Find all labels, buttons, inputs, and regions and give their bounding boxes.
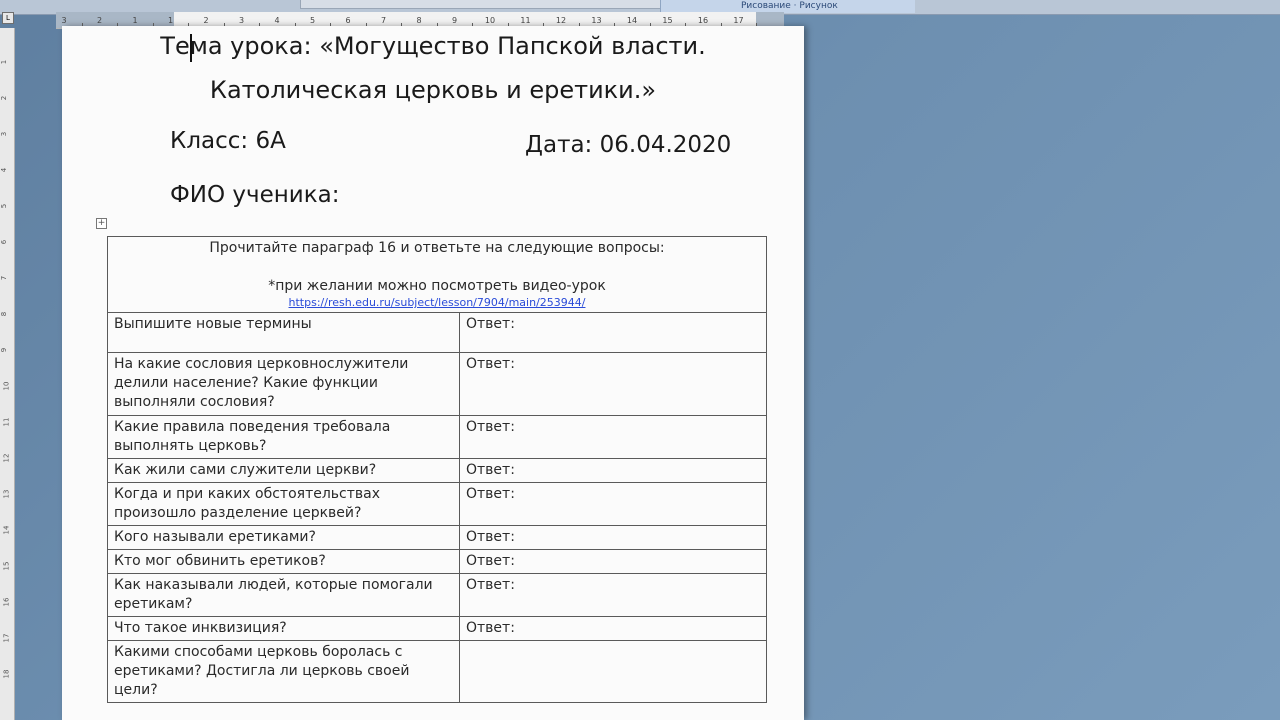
vertical-ruler-number: 18 xyxy=(2,669,11,679)
ruler-number: 15 xyxy=(662,16,673,25)
vertical-ruler-number: 13 xyxy=(2,489,11,499)
table-header-row xyxy=(108,237,767,313)
question-row xyxy=(108,483,767,526)
window-tab[interactable] xyxy=(300,0,662,9)
lesson-title-line-2: Католическая церковь и еретики.» xyxy=(209,76,657,104)
ruler-number: 2 xyxy=(203,16,209,25)
question-cell: Кто мог обвинить еретиков? xyxy=(108,550,460,574)
answer-cell[interactable]: Ответ: xyxy=(460,313,767,353)
ruler-number: 13 xyxy=(591,16,602,25)
question-cell: Кого называли еретиками? xyxy=(108,526,460,550)
vertical-ruler-number: 17 xyxy=(2,633,11,643)
vertical-ruler-number: 16 xyxy=(2,597,11,607)
ruler-number: 4 xyxy=(274,16,280,25)
answer-cell[interactable]: Ответ: xyxy=(460,574,767,617)
document-page[interactable] xyxy=(62,26,804,720)
ruler-number: 16 xyxy=(697,16,709,25)
vertical-ruler-number: 1 xyxy=(0,59,9,65)
ruler-number: 1 xyxy=(132,16,138,25)
vertical-ruler-number: 4 xyxy=(0,167,9,173)
question-cell: На какие сословия церковнослужители делили население? Какие функции выполняли сословия? xyxy=(108,353,460,416)
question-row xyxy=(108,574,767,617)
vertical-ruler-number: 12 xyxy=(2,453,11,463)
pupil-name-label: ФИО ученика: xyxy=(170,182,340,208)
vertical-ruler-number: 2 xyxy=(0,95,9,101)
ruler-number: 12 xyxy=(555,16,567,25)
drawing-tools-tab[interactable]: Рисование · Рисунок xyxy=(660,0,915,13)
ruler-number: 6 xyxy=(345,16,351,25)
vertical-ruler-number: 11 xyxy=(2,417,11,427)
vertical-ruler[interactable] xyxy=(0,28,15,720)
vertical-ruler-number: 5 xyxy=(0,203,9,209)
ruler-number: 5 xyxy=(309,16,316,25)
question-row xyxy=(108,416,767,459)
questions-table xyxy=(107,236,767,703)
answer-cell[interactable]: Ответ: xyxy=(460,459,767,483)
ruler-number: 11 xyxy=(520,16,531,25)
ruler-number: 3 xyxy=(238,16,245,25)
ruler-number: 14 xyxy=(626,16,638,25)
answer-cell[interactable]: Ответ: xyxy=(460,526,767,550)
question-row xyxy=(108,550,767,574)
lesson-title-line-1: Тема урока: «Могущество Папской власти. xyxy=(160,32,706,60)
ruler-number: 1 xyxy=(167,16,174,25)
vertical-ruler-number: 8 xyxy=(0,311,9,317)
question-row xyxy=(108,313,767,353)
ruler-number: 3 xyxy=(61,16,67,25)
video-lesson-link[interactable]: https://resh.edu.ru/subject/lesson/7904/main/253944/ xyxy=(288,296,586,309)
vertical-ruler-number: 6 xyxy=(0,239,9,245)
question-row xyxy=(108,459,767,483)
vertical-ruler-number: 7 xyxy=(0,275,9,281)
answer-cell[interactable]: Ответ: xyxy=(460,416,767,459)
question-cell: Как наказывали людей, которые помогали еретикам? xyxy=(108,574,460,617)
vertical-ruler-number: 3 xyxy=(0,131,9,137)
vertical-ruler-number: 15 xyxy=(2,561,11,571)
answer-cell[interactable]: Ответ: xyxy=(460,550,767,574)
question-cell: Что такое инквизиция? xyxy=(108,617,460,641)
grade-label: Класс: 6А xyxy=(170,128,286,154)
table-move-handle-icon[interactable]: + xyxy=(97,218,106,228)
answer-cell[interactable]: Ответ: xyxy=(460,483,767,526)
video-note-text: *при желании можно посмотреть видео-урок xyxy=(268,278,606,294)
question-row xyxy=(108,353,767,416)
answer-cell[interactable]: Ответ: xyxy=(460,353,767,416)
ruler-number: 17 xyxy=(733,16,744,25)
answer-cell[interactable] xyxy=(460,641,767,703)
question-cell: Какие правила поведения требовала выполнять церковь? xyxy=(108,416,460,459)
vertical-ruler-number: 14 xyxy=(2,525,11,535)
vertical-ruler-number: 10 xyxy=(2,381,11,391)
ruler-number: 7 xyxy=(380,16,387,25)
question-row xyxy=(108,641,767,703)
instruction-cell[interactable] xyxy=(108,237,767,313)
question-row xyxy=(108,526,767,550)
question-cell: Какими способами церковь боролась с еретиками? Достигла ли церковь своей цели? xyxy=(108,641,460,703)
ruler-number: 2 xyxy=(96,16,103,25)
question-cell: Когда и при каких обстоятельствах произошло разделение церквей? xyxy=(108,483,460,526)
ruler-number: 8 xyxy=(416,16,422,25)
question-cell: Выпишите новые термины xyxy=(108,313,460,353)
answer-cell[interactable]: Ответ: xyxy=(460,617,767,641)
vertical-ruler-number: 9 xyxy=(0,347,9,353)
instruction-text: Прочитайте параграф 16 и ответьте на следующие вопросы: xyxy=(209,240,665,256)
ruler-number: 10 xyxy=(484,16,496,25)
question-cell: Как жили сами служители церкви? xyxy=(108,459,460,483)
question-row xyxy=(108,617,767,641)
tab-selector-button[interactable]: L xyxy=(2,12,14,24)
date-label: Дата: 06.04.2020 xyxy=(525,132,732,158)
ruler-number: 9 xyxy=(451,16,458,25)
